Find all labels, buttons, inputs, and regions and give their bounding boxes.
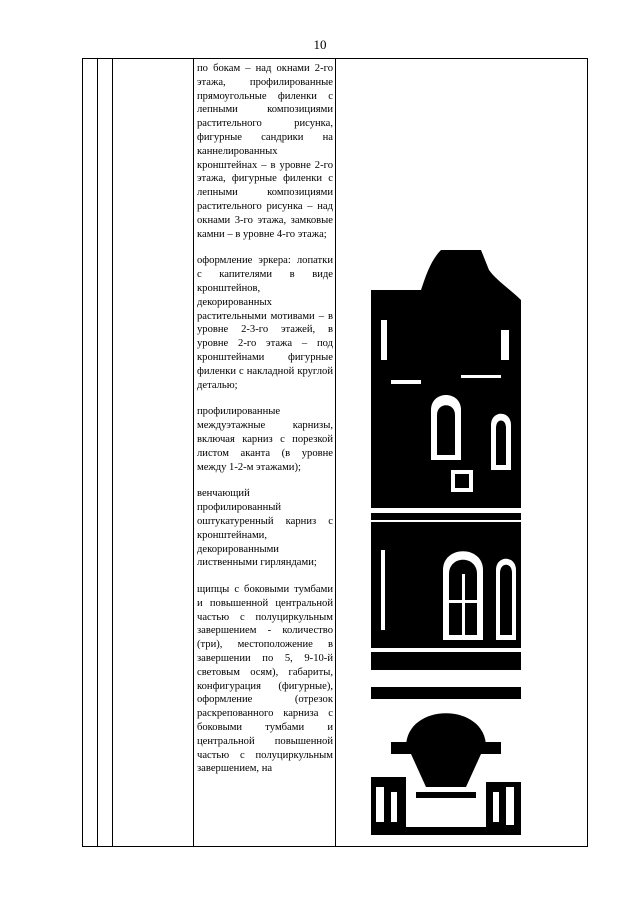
paragraph-windows: по бокам – над окнами 2-го этажа, профилированные прямоугольные филенки с лепными композициями растительного рисунка, фигурные сандрики на каннелированных кронштейнах – в уровне 2-го этажа, фигурные филенки с лепными композициями растительного рисунка – над окнами 3-го этажа, замковые камни – в уровне 4-го этажа;: [197, 63, 333, 240]
paragraph-crowning-cornice: венчающий профилированный оштукатуренный карниз с кронштейнами, декорированными лиственными гирляндами;: [197, 488, 333, 569]
column-divider: [112, 59, 113, 846]
paragraph-gables: щипцы с боковыми тумбами и повышенной центральной частью с полуциркульным завершением - количество (три), местоположение в завершении по 5, 9-10-й световым осям), габариты, конфигурация (фигурные), оформление (отрезок раскрепованного карниза с боковыми тумбами и центральной повышенной частью с полуциркульным завершением, на: [197, 584, 333, 775]
paragraph-cornices: профилированные междуэтажные карнизы, включая карниз с порезкой листом аканта (в уровне между 1-2-м этажами);: [197, 406, 333, 473]
facade-bay-window-photo: [371, 250, 521, 670]
column-divider: [193, 59, 194, 846]
description-cell: [197, 62, 333, 789]
document-table: [82, 58, 588, 847]
paragraph-bay-window: оформление эркера: лопатки с капителями в виде кронштейнов, декорированных растительными мотивами – в уровне 2-3-го этажей, в уровне 2-го этажа – под кронштейнами фигурные филенки с накладной круглой деталью;: [197, 255, 333, 391]
gable-detail-photo: [371, 687, 521, 835]
page-number: 10: [313, 37, 327, 52]
column-divider: [335, 59, 336, 846]
column-divider: [97, 59, 98, 846]
